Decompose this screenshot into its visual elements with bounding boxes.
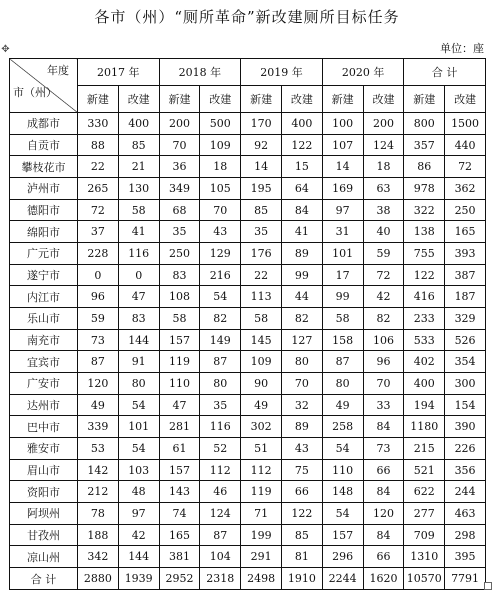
value-cell: 463	[445, 503, 486, 525]
subheader-rebuild: 改建	[363, 86, 404, 113]
value-cell: 357	[404, 134, 445, 156]
value-cell: 99	[281, 264, 322, 286]
value-cell: 35	[241, 221, 282, 243]
value-cell: 110	[159, 373, 200, 395]
value-cell: 85	[281, 524, 322, 546]
value-cell: 49	[78, 394, 119, 416]
city-name-cell: 甘孜州	[10, 524, 78, 546]
city-name-cell: 达州市	[10, 394, 78, 416]
value-cell: 1620	[363, 568, 404, 590]
city-name-cell: 眉山市	[10, 459, 78, 481]
city-name-cell: 宜宾市	[10, 351, 78, 373]
table-row	[10, 438, 486, 460]
value-cell: 107	[322, 134, 363, 156]
value-cell: 82	[200, 308, 241, 330]
value-cell: 500	[200, 113, 241, 135]
value-cell: 2880	[78, 568, 119, 590]
value-cell: 122	[404, 264, 445, 286]
value-cell: 36	[159, 156, 200, 178]
value-cell: 44	[281, 286, 322, 308]
value-cell: 70	[281, 373, 322, 395]
value-cell: 402	[404, 351, 445, 373]
value-cell: 400	[281, 113, 322, 135]
table-row	[10, 329, 486, 351]
table-row	[10, 264, 486, 286]
total-row	[10, 568, 486, 590]
page-title: 各市（州）“厕所革命”新改建厕所目标任务	[94, 8, 400, 26]
subheader-new: 新建	[322, 86, 363, 113]
value-cell: 226	[445, 438, 486, 460]
value-cell: 66	[363, 459, 404, 481]
city-name-cell: 广元市	[10, 243, 78, 265]
subheader-rebuild: 改建	[118, 86, 159, 113]
value-cell: 97	[322, 199, 363, 221]
value-cell: 120	[363, 503, 404, 525]
value-cell: 393	[445, 243, 486, 265]
value-cell: 101	[322, 243, 363, 265]
value-cell: 84	[363, 416, 404, 438]
value-cell: 129	[200, 243, 241, 265]
table-row	[10, 416, 486, 438]
value-cell: 2952	[159, 568, 200, 590]
city-name-cell: 泸州市	[10, 178, 78, 200]
value-cell: 119	[241, 481, 282, 503]
value-cell: 100	[322, 113, 363, 135]
corner-year-label: 年度	[47, 64, 69, 77]
value-cell: 101	[118, 416, 159, 438]
value-cell: 521	[404, 459, 445, 481]
value-cell: 124	[363, 134, 404, 156]
value-cell: 22	[78, 156, 119, 178]
value-cell: 66	[363, 546, 404, 568]
value-cell: 157	[322, 524, 363, 546]
value-cell: 0	[118, 264, 159, 286]
subheader-new: 新建	[404, 86, 445, 113]
value-cell: 70	[200, 199, 241, 221]
value-cell: 47	[159, 394, 200, 416]
value-cell: 330	[78, 113, 119, 135]
value-cell: 216	[200, 264, 241, 286]
value-cell: 2498	[241, 568, 282, 590]
value-cell: 142	[78, 459, 119, 481]
value-cell: 165	[159, 524, 200, 546]
subheader-rebuild: 改建	[200, 86, 241, 113]
value-cell: 228	[78, 243, 119, 265]
table-row	[10, 113, 486, 135]
value-cell: 381	[159, 546, 200, 568]
value-cell: 99	[322, 286, 363, 308]
value-cell: 35	[200, 394, 241, 416]
value-cell: 18	[363, 156, 404, 178]
value-cell: 43	[281, 438, 322, 460]
value-cell: 32	[281, 394, 322, 416]
value-cell: 74	[159, 503, 200, 525]
value-cell: 72	[78, 199, 119, 221]
value-cell: 96	[363, 351, 404, 373]
city-name-cell: 德阳市	[10, 199, 78, 221]
year-header-2019: 2019 年	[241, 59, 323, 86]
value-cell: 40	[363, 221, 404, 243]
value-cell: 70	[363, 373, 404, 395]
value-cell: 64	[281, 178, 322, 200]
value-cell: 265	[78, 178, 119, 200]
header-row-subcolumns	[10, 86, 486, 113]
city-name-cell: 南充市	[10, 329, 78, 351]
value-cell: 84	[363, 524, 404, 546]
table-row	[10, 351, 486, 373]
value-cell: 1180	[404, 416, 445, 438]
year-header-2020: 2020 年	[322, 59, 404, 86]
value-cell: 68	[159, 199, 200, 221]
value-cell: 416	[404, 286, 445, 308]
value-cell: 82	[363, 308, 404, 330]
value-cell: 120	[78, 373, 119, 395]
value-cell: 75	[281, 459, 322, 481]
value-cell: 37	[78, 221, 119, 243]
value-cell: 92	[241, 134, 282, 156]
subheader-new: 新建	[241, 86, 282, 113]
value-cell: 200	[159, 113, 200, 135]
value-cell: 89	[281, 416, 322, 438]
value-cell: 22	[241, 264, 282, 286]
value-cell: 87	[200, 351, 241, 373]
value-cell: 356	[445, 459, 486, 481]
subheader-new: 新建	[159, 86, 200, 113]
value-cell: 66	[281, 481, 322, 503]
table-resize-handle[interactable]	[484, 582, 492, 590]
value-cell: 2318	[200, 568, 241, 590]
value-cell: 258	[322, 416, 363, 438]
value-cell: 61	[159, 438, 200, 460]
value-cell: 17	[322, 264, 363, 286]
value-cell: 52	[200, 438, 241, 460]
value-cell: 80	[118, 373, 159, 395]
value-cell: 144	[118, 329, 159, 351]
value-cell: 342	[78, 546, 119, 568]
city-name-cell: 巴中市	[10, 416, 78, 438]
value-cell: 170	[241, 113, 282, 135]
value-cell: 15	[281, 156, 322, 178]
value-cell: 281	[159, 416, 200, 438]
value-cell: 90	[241, 373, 282, 395]
value-cell: 387	[445, 264, 486, 286]
value-cell: 0	[78, 264, 119, 286]
value-cell: 96	[78, 286, 119, 308]
value-cell: 51	[241, 438, 282, 460]
value-cell: 70	[159, 134, 200, 156]
value-cell: 73	[78, 329, 119, 351]
unit-label: 单位：座	[440, 42, 484, 55]
value-cell: 18	[200, 156, 241, 178]
value-cell: 63	[363, 178, 404, 200]
value-cell: 97	[118, 503, 159, 525]
value-cell: 85	[118, 134, 159, 156]
value-cell: 158	[322, 329, 363, 351]
value-cell: 87	[200, 524, 241, 546]
value-cell: 400	[404, 373, 445, 395]
value-cell: 165	[445, 221, 486, 243]
table-row	[10, 178, 486, 200]
value-cell: 144	[118, 546, 159, 568]
value-cell: 187	[445, 286, 486, 308]
header-row-years	[10, 59, 486, 86]
table-body	[10, 113, 486, 590]
value-cell: 154	[445, 394, 486, 416]
value-cell: 35	[159, 221, 200, 243]
value-cell: 212	[78, 481, 119, 503]
value-cell: 42	[118, 524, 159, 546]
value-cell: 106	[363, 329, 404, 351]
value-cell: 72	[445, 156, 486, 178]
value-cell: 48	[118, 481, 159, 503]
value-cell: 49	[322, 394, 363, 416]
value-cell: 82	[281, 308, 322, 330]
value-cell: 322	[404, 199, 445, 221]
value-cell: 54	[118, 438, 159, 460]
value-cell: 195	[241, 178, 282, 200]
value-cell: 58	[159, 308, 200, 330]
subheader-rebuild: 改建	[445, 86, 486, 113]
value-cell: 110	[322, 459, 363, 481]
table-row	[10, 481, 486, 503]
city-name-cell: 广安市	[10, 373, 78, 395]
value-cell: 2244	[322, 568, 363, 590]
value-cell: 354	[445, 351, 486, 373]
value-cell: 54	[118, 394, 159, 416]
city-name-cell: 合 计	[10, 568, 78, 590]
value-cell: 54	[200, 286, 241, 308]
targets-table	[9, 58, 486, 590]
value-cell: 978	[404, 178, 445, 200]
value-cell: 41	[118, 221, 159, 243]
value-cell: 157	[159, 329, 200, 351]
value-cell: 103	[118, 459, 159, 481]
table-row	[10, 394, 486, 416]
value-cell: 755	[404, 243, 445, 265]
value-cell: 71	[241, 503, 282, 525]
value-cell: 54	[322, 438, 363, 460]
value-cell: 80	[200, 373, 241, 395]
subheader-rebuild: 改建	[281, 86, 322, 113]
city-name-cell: 攀枝花市	[10, 156, 78, 178]
table-row	[10, 199, 486, 221]
value-cell: 113	[241, 286, 282, 308]
value-cell: 109	[241, 351, 282, 373]
value-cell: 622	[404, 481, 445, 503]
table-row	[10, 221, 486, 243]
value-cell: 300	[445, 373, 486, 395]
value-cell: 7791	[445, 568, 486, 590]
value-cell: 53	[78, 438, 119, 460]
value-cell: 21	[118, 156, 159, 178]
value-cell: 130	[118, 178, 159, 200]
value-cell: 14	[241, 156, 282, 178]
value-cell: 215	[404, 438, 445, 460]
value-cell: 87	[78, 351, 119, 373]
value-cell: 31	[322, 221, 363, 243]
value-cell: 104	[200, 546, 241, 568]
value-cell: 124	[200, 503, 241, 525]
value-cell: 42	[363, 286, 404, 308]
value-cell: 89	[281, 243, 322, 265]
value-cell: 138	[404, 221, 445, 243]
value-cell: 83	[118, 308, 159, 330]
value-cell: 390	[445, 416, 486, 438]
value-cell: 339	[78, 416, 119, 438]
value-cell: 349	[159, 178, 200, 200]
value-cell: 59	[363, 243, 404, 265]
value-cell: 1910	[281, 568, 322, 590]
value-cell: 188	[78, 524, 119, 546]
table-row	[10, 503, 486, 525]
value-cell: 200	[363, 113, 404, 135]
value-cell: 119	[159, 351, 200, 373]
value-cell: 81	[281, 546, 322, 568]
city-name-cell: 绵阳市	[10, 221, 78, 243]
value-cell: 1500	[445, 113, 486, 135]
value-cell: 47	[118, 286, 159, 308]
value-cell: 38	[363, 199, 404, 221]
city-name-cell: 自贡市	[10, 134, 78, 156]
value-cell: 83	[159, 264, 200, 286]
table-row	[10, 459, 486, 481]
table-move-handle-icon[interactable]: ✥	[1, 44, 10, 55]
value-cell: 157	[159, 459, 200, 481]
total-header: 合 计	[404, 59, 486, 86]
value-cell: 72	[363, 264, 404, 286]
value-cell: 302	[241, 416, 282, 438]
value-cell: 73	[363, 438, 404, 460]
value-cell: 800	[404, 113, 445, 135]
year-header-2017: 2017 年	[78, 59, 160, 86]
value-cell: 58	[322, 308, 363, 330]
value-cell: 127	[281, 329, 322, 351]
table-row	[10, 243, 486, 265]
value-cell: 85	[241, 199, 282, 221]
value-cell: 84	[281, 199, 322, 221]
value-cell: 526	[445, 329, 486, 351]
table-row	[10, 286, 486, 308]
value-cell: 533	[404, 329, 445, 351]
value-cell: 176	[241, 243, 282, 265]
year-header-2018: 2018 年	[159, 59, 241, 86]
value-cell: 250	[159, 243, 200, 265]
corner-city-label: 市（州）	[13, 86, 57, 99]
value-cell: 80	[281, 351, 322, 373]
value-cell: 250	[445, 199, 486, 221]
value-cell: 88	[78, 134, 119, 156]
value-cell: 148	[322, 481, 363, 503]
value-cell: 49	[241, 394, 282, 416]
value-cell: 1939	[118, 568, 159, 590]
value-cell: 43	[200, 221, 241, 243]
value-cell: 122	[281, 503, 322, 525]
table-row	[10, 134, 486, 156]
value-cell: 233	[404, 308, 445, 330]
value-cell: 33	[363, 394, 404, 416]
value-cell: 84	[363, 481, 404, 503]
value-cell: 41	[281, 221, 322, 243]
value-cell: 1310	[404, 546, 445, 568]
value-cell: 199	[241, 524, 282, 546]
value-cell: 80	[322, 373, 363, 395]
value-cell: 105	[200, 178, 241, 200]
value-cell: 59	[78, 308, 119, 330]
value-cell: 169	[322, 178, 363, 200]
value-cell: 108	[159, 286, 200, 308]
value-cell: 58	[118, 199, 159, 221]
city-name-cell: 阿坝州	[10, 503, 78, 525]
value-cell: 86	[404, 156, 445, 178]
table-row	[10, 546, 486, 568]
value-cell: 296	[322, 546, 363, 568]
subheader-new: 新建	[78, 86, 119, 113]
value-cell: 54	[322, 503, 363, 525]
value-cell: 400	[118, 113, 159, 135]
city-name-cell: 凉山州	[10, 546, 78, 568]
value-cell: 362	[445, 178, 486, 200]
table-row	[10, 156, 486, 178]
value-cell: 116	[118, 243, 159, 265]
value-cell: 10570	[404, 568, 445, 590]
table-row	[10, 524, 486, 546]
value-cell: 122	[281, 134, 322, 156]
value-cell: 58	[241, 308, 282, 330]
value-cell: 46	[200, 481, 241, 503]
table-row	[10, 308, 486, 330]
value-cell: 194	[404, 394, 445, 416]
value-cell: 709	[404, 524, 445, 546]
value-cell: 298	[445, 524, 486, 546]
city-name-cell: 雅安市	[10, 438, 78, 460]
city-name-cell: 遂宁市	[10, 264, 78, 286]
value-cell: 78	[78, 503, 119, 525]
value-cell: 244	[445, 481, 486, 503]
value-cell: 143	[159, 481, 200, 503]
city-name-cell: 成都市	[10, 113, 78, 135]
corner-header	[10, 59, 78, 113]
city-name-cell: 乐山市	[10, 308, 78, 330]
value-cell: 109	[200, 134, 241, 156]
value-cell: 395	[445, 546, 486, 568]
value-cell: 87	[322, 351, 363, 373]
value-cell: 277	[404, 503, 445, 525]
city-name-cell: 内江市	[10, 286, 78, 308]
value-cell: 91	[118, 351, 159, 373]
value-cell: 112	[200, 459, 241, 481]
city-name-cell: 资阳市	[10, 481, 78, 503]
value-cell: 329	[445, 308, 486, 330]
value-cell: 14	[322, 156, 363, 178]
value-cell: 291	[241, 546, 282, 568]
value-cell: 145	[241, 329, 282, 351]
value-cell: 116	[200, 416, 241, 438]
value-cell: 149	[200, 329, 241, 351]
value-cell: 112	[241, 459, 282, 481]
table-row	[10, 373, 486, 395]
value-cell: 440	[445, 134, 486, 156]
